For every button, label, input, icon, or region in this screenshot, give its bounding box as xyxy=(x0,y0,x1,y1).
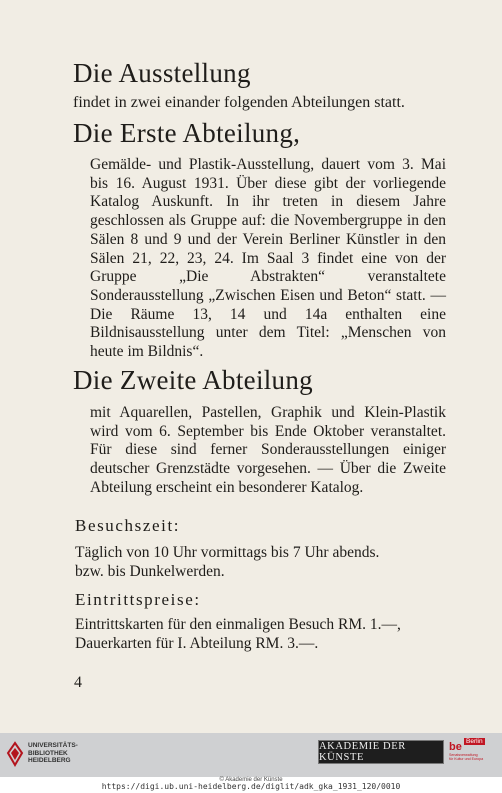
eintritt-line-2: Dauerkarten für I. Abteilung RM. 3.—. xyxy=(75,635,319,652)
intro-line: findet in zwei einander folgenden Abteilungen statt. xyxy=(73,94,405,111)
permalink-url[interactable]: https://digi.ub.uni-heidelberg.de/diglit/adk_gka_1931_120/0010 xyxy=(101,782,401,791)
copyright-notice: © Akademie der Künste xyxy=(219,777,283,783)
viewer-footer xyxy=(0,733,502,777)
senate-caption-line-1: Senatsverwaltung xyxy=(449,753,478,757)
senate-caption-line-2: für Kultur und Europa xyxy=(449,757,484,762)
berlin-senate-logo[interactable] xyxy=(449,737,497,773)
besuchszeit-line-2: bzw. bis Dunkelwerden. xyxy=(75,563,225,580)
ub-line-3: HEIDELBERG xyxy=(28,757,71,764)
heading-besuchszeit: Besuchszeit: xyxy=(75,516,181,535)
besuchszeit-line-1: Täglich von 10 Uhr vormittags bis 7 Uhr abends. xyxy=(75,544,380,561)
akademie-der-kuenste-logo[interactable] xyxy=(318,740,444,764)
heading-zweite-abteilung: Die Zweite Abteilung xyxy=(73,365,313,395)
erste-abteilung-text: Gemälde- und Plastik-Ausstellung, dauert vom 3. Mai bis 16. August 1931. Über diese gibt der vorliegende Katalog Auskunft. In ihr treten in diesem Jahre geschlossen als Gruppe auf: die Novembergruppe in den Sälen 8 und 9 und der Verein Berliner Künstler in den Sälen 21, 22, 23, 24. Im Saal 3 findet eine von der Gruppe „Die Abstrakten“ veranstaltete Sonderausstellung „Zwischen Eisen und Beton“ statt. — Die Räume 13, 14 und 14a enthalten eine Bildnisausstellung unter dem Titel: „Menschen von heute im Bildnis“. xyxy=(90,156,446,361)
heading-erste-abteilung: Die Erste Abteilung, xyxy=(73,118,301,148)
senate-caption xyxy=(449,753,483,762)
heading-eintrittspreise: Eintrittspreise: xyxy=(75,590,201,609)
university-library-logo-icon xyxy=(6,741,24,767)
berlin-tag: Berlin xyxy=(466,738,483,745)
adk-label: AKADEMIE DER KÜNSTE xyxy=(319,741,406,763)
citation-bar xyxy=(0,777,502,793)
be-berlin-mark: be xyxy=(449,741,462,753)
page-number: 4 xyxy=(74,674,82,691)
eintritt-line-1: Eintrittskarten für den einmaligen Besuch RM. 1.—, xyxy=(75,616,401,633)
university-library-name[interactable] xyxy=(28,742,78,765)
heading-ausstellung: Die Ausstellung xyxy=(73,58,251,88)
zweite-abteilung-text: mit Aquarellen, Pastellen, Graphik und Klein-Plastik wird vom 6. September bis Ende Oktober veranstaltet. Für diese sind ferner Sonderausstellungen einiger deutscher Grenzstädte vorgesehen. — Über die Zweite Abteilung erscheint ein besonderer Katalog. xyxy=(90,404,446,496)
ub-line-2: BIBLIOTHEK xyxy=(28,749,68,757)
ub-line-1: UNIVERSITÄTS- xyxy=(28,742,78,749)
